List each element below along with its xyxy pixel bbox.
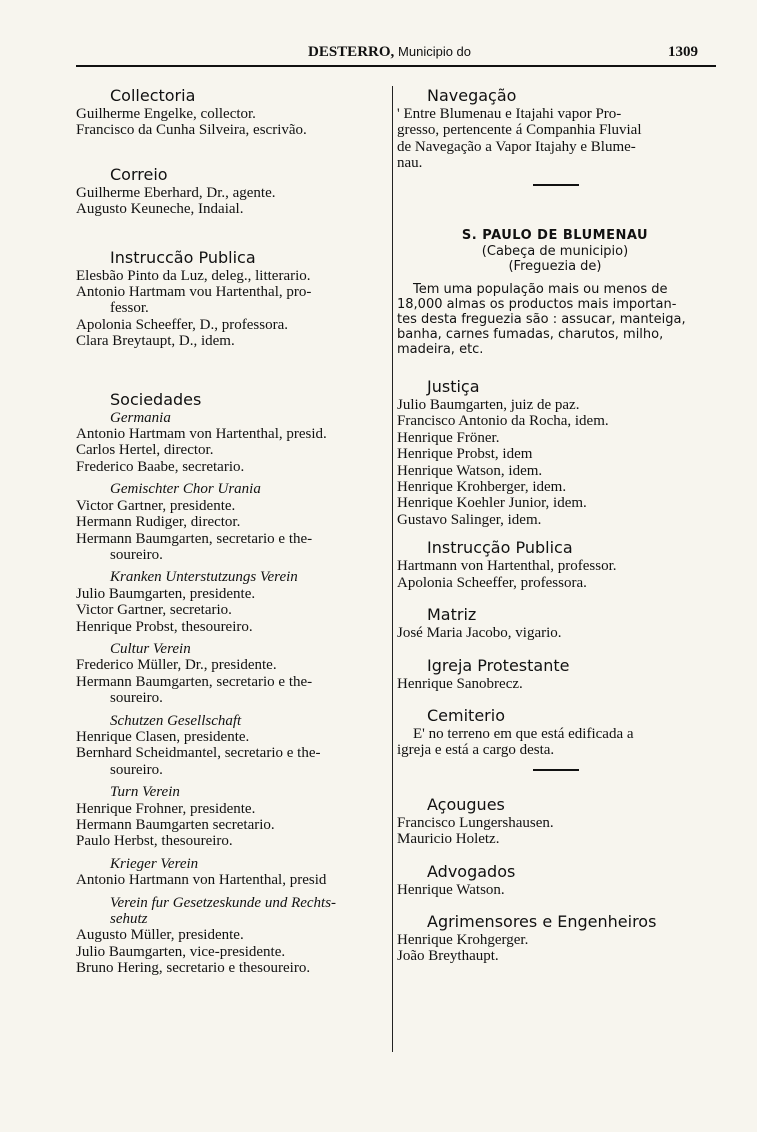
right-column (397, 86, 713, 965)
entry-line: Gustavo Salinger, idem. (397, 511, 542, 528)
entry-line: Julio Baumgarten, vice-presidente. (76, 943, 286, 960)
entry-line: Hermann Baumgarten secretario. (76, 817, 275, 833)
entry-line: ' Entre Blumenau e Itajahi vapor Pro- (397, 106, 622, 122)
entry-line: Augusto Keuneche, Indaial. (76, 201, 244, 218)
section-title: Agrimensores e Engenheiros (427, 911, 657, 931)
section-title: Açougues (427, 794, 505, 814)
paragraph-line: Tem uma população mais ou menos de (413, 282, 668, 298)
entry-line-continued: fessor. (110, 300, 149, 317)
section-title: Instruccão Publica (110, 247, 256, 267)
running-title-place: DESTERRO, (308, 44, 395, 60)
section-title: Advogados (427, 861, 516, 881)
section-navegacao (397, 86, 713, 172)
society-name: Krieger Verein (110, 855, 199, 872)
entry-line: João Breythaupt. (397, 948, 499, 965)
running-title-municipio: Municipio do (398, 44, 472, 59)
column-divider (392, 86, 393, 1052)
entry-line: Henrique Koehler Junior, idem. (397, 495, 587, 512)
section-title: Justiça (427, 377, 480, 397)
entry-line: Bruno Hering, secretario e thesoureiro. (76, 960, 311, 977)
entry-line: Julio Baumgarten, presidente. (76, 585, 256, 602)
entry-line-continued: soureiro. (110, 690, 163, 707)
section-sao-paulo-de-blumenau (397, 228, 713, 357)
society-name: Germania (110, 409, 171, 426)
section-advogados (397, 862, 713, 898)
entry-line: Francisco Antonio da Rocha, idem. (397, 413, 609, 430)
entry-line: Clara Breytaupt, D., idem. (76, 333, 235, 350)
entry-line: Augusto Müller, presidente. (76, 927, 244, 944)
section-sociedades (76, 390, 388, 977)
section-title: Matriz (427, 605, 477, 625)
entry-line: Guilherme Eberhard, Dr., agente. (76, 184, 276, 201)
left-column (76, 86, 388, 977)
entry-line: igreja e está a cargo desta. (397, 742, 555, 759)
entry-line: Henrique Probst, idem (397, 446, 533, 463)
entry-line: Hartmann von Hartenthal, professor. (397, 558, 617, 575)
society-name: Schutzen Gesellschaft (110, 712, 242, 729)
entry-line: Henrique Watson, idem. (397, 462, 543, 479)
entry-line: Henrique Fröner. (397, 429, 500, 446)
entry-line: Paulo Herbst, thesoureiro. (76, 833, 233, 850)
section-matriz (397, 605, 713, 641)
locality-title: S. PAULO DE BLUMENAU (461, 227, 649, 243)
entry-line: de Navegação a Vapor Itajahy e Blume- (397, 138, 636, 155)
entry-line: Frederico Baabe, secretario. (76, 458, 245, 475)
paragraph-line: tes desta freguezia são : assucar, manteiga, (397, 312, 686, 328)
society-name: Cultur Verein (110, 640, 191, 657)
paragraph-line: banha, carnes fumadas, charutos, milho, (397, 327, 664, 343)
section-title: Sociedades (110, 389, 202, 409)
entry-line: E' no terreno em que está edificada a (413, 725, 634, 742)
section-title: Collectoria (110, 86, 196, 105)
entry-line: Antonio Hartmam vou Hartenthal, pro- (76, 284, 312, 301)
locality-subtitle: (Cabeça de municipio) (481, 244, 629, 260)
entry-line: Francisco Lungershausen. (397, 814, 554, 831)
section-title: Instrucção Publica (427, 538, 573, 558)
entry-line: nau. (397, 155, 423, 172)
entry-line-continued: soureiro. (110, 761, 163, 778)
entry-line: Julio Baumgarten, juiz de paz. (397, 397, 580, 414)
section-acougues (397, 795, 713, 848)
entry-line: José Maria Jacobo, vigario. (397, 625, 562, 642)
entry-line: Bernhard Scheidmantel, secretario e the- (76, 745, 321, 762)
entry-line: Apolonia Scheeffer, D., professora. (76, 316, 288, 333)
section-instruccao-publica (76, 248, 388, 350)
society-name: Verein fur Gesetzeskunde und Rechts- (110, 894, 337, 911)
entry-line: Elesbão Pinto da Luz, deleg., litterario. (76, 267, 311, 284)
entry-line: gresso, pertencente á Companhia Fluvial (397, 122, 642, 139)
section-correio (76, 165, 388, 218)
society-name-continued: sehutz (110, 911, 148, 928)
header-rule (76, 65, 716, 67)
entry-line: Henrique Krohgerger. (397, 931, 529, 948)
paragraph-line: 18,000 almas os productos mais importan- (397, 297, 677, 313)
entry-line: Hermann Rudiger, director. (76, 514, 241, 531)
page-header (76, 44, 716, 66)
section-collectoria (76, 86, 388, 139)
entry-line: Victor Gartner, presidente. (76, 497, 236, 514)
entry-line: Frederico Müller, Dr., presidente. (76, 657, 277, 674)
page-number: 1309 (668, 44, 698, 60)
society-name: Kranken Unterstutzungs Verein (110, 569, 298, 586)
section-cemiterio (397, 706, 713, 759)
section-title: Correio (110, 164, 168, 184)
entry-line: Apolonia Scheeffer, professora. (397, 574, 587, 591)
section-instruccao-publica (397, 538, 713, 591)
entry-line: Hermann Baumgarten, secretario e the- (76, 673, 313, 690)
entry-line: Henrique Clasen, presidente. (76, 728, 250, 745)
society-name: Turn Verein (110, 784, 180, 801)
entry-line: Henrique Probst, thesoureiro. (76, 618, 253, 635)
section-justica (397, 377, 713, 528)
entry-line: Antonio Hartmam von Hartenthal, presid. (76, 426, 327, 443)
entry-line: Henrique Watson. (397, 881, 505, 898)
entry-line: Francisco da Cunha Silveira, escrivão. (76, 122, 307, 139)
entry-line-continued: soureiro. (110, 546, 163, 563)
running-title (308, 44, 471, 61)
section-title: Igreja Protestante (427, 655, 570, 675)
entry-line: Victor Gartner, secretario. (76, 602, 232, 619)
entry-line: Henrique Sanobrecz. (397, 675, 523, 692)
paragraph-line: madeira, etc. (397, 342, 484, 358)
locality-subtitle: (Freguezia de) (508, 259, 602, 275)
entry-line: Guilherme Engelke, collector. (76, 106, 256, 122)
society-name: Gemischter Chor Urania (110, 481, 261, 498)
entry-line: Carlos Hertel, director. (76, 442, 214, 459)
section-igreja-protestante (397, 656, 713, 692)
entry-line: Antonio Hartmann von Hartenthal, presid (76, 872, 327, 889)
entry-line: Hermann Baumgarten, secretario e the- (76, 530, 313, 547)
section-agrimensores-e-engenheiros (397, 912, 713, 965)
section-title: Cemiterio (427, 705, 505, 725)
section-title: Navegação (427, 86, 517, 105)
entry-line: Henrique Frohner, presidente. (76, 800, 256, 817)
entry-line: Henrique Krohberger, idem. (397, 479, 567, 496)
entry-line: Mauricio Holetz. (397, 831, 500, 848)
